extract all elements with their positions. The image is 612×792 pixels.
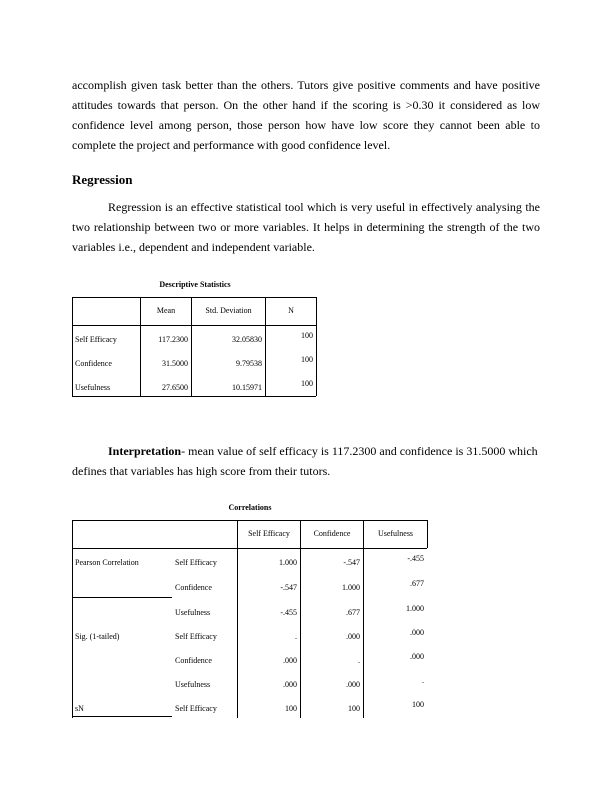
cell-std-deviation: 9.79538 [236,359,262,368]
regression-line-2: two relationship between two or more variables. It helps in determining the strength of the two [72,220,540,234]
row-variable: Self Efficacy [175,632,217,641]
correlations-table-caption: Correlations [228,503,272,512]
significance-value: .000 [283,680,297,689]
cell-n: 100 [301,379,313,388]
column-header-std-deviation: Std. Deviation [205,306,252,315]
intro-line-1: accomplish given task better than the others. Tutors give positive comments and have positive [72,78,540,92]
cell-std-deviation: 10.15971 [232,383,262,392]
regression-heading: Regression [72,172,133,187]
row-variable: Confidence [175,583,212,592]
correlation-value: 1.000 [406,604,424,613]
significance-value: .000 [346,680,360,689]
regression-paragraph [72,197,540,257]
table-rule [427,520,428,548]
significance-value: . [358,656,360,665]
row-variable: Confidence [175,656,212,665]
group-label-n: sN [75,704,84,713]
significance-value: . [422,676,424,685]
row-label: Self Efficacy [75,335,117,344]
row-label: Confidence [75,359,112,368]
correlation-value: .677 [410,579,424,588]
descriptive-table-caption: Descriptive Statistics [159,280,231,289]
correlation-value: 1.000 [342,583,360,592]
correlation-value: -.455 [280,608,297,617]
table-rule [72,716,172,717]
significance-value: .000 [410,652,424,661]
group-label-pearson: Pearson Correlation [75,558,139,567]
row-variable: Usefulness [175,608,211,617]
row-variable: Self Efficacy [175,704,217,713]
interpretation-text: - mean value of self efficacy is 117.2300 and confidence is 31.5000 which [181,444,538,458]
group-label-sig: Sig. (1-tailed) [75,632,120,641]
table-rule [72,396,316,397]
n-value: 100 [412,700,424,709]
regression-line-3: variables i.e., dependent and independent variable. [72,240,315,254]
cell-mean: 27.6500 [162,383,188,392]
intro-line-4: complete the project and performance with good confidence level. [72,138,391,152]
table-rule [72,520,73,718]
column-header-confidence: Confidence [313,529,351,538]
interpretation-label: Interpretation [108,444,182,458]
table-rule [72,297,316,298]
cell-std-deviation: 32.05830 [232,335,262,344]
column-header-usefulness: Usefulness [377,529,414,538]
table-rule [72,548,427,549]
cell-mean: 117.2300 [158,335,188,344]
correlation-value: -.547 [343,558,360,567]
intro-line-3: confidence level among person, those person how have low score they cannot been able to [72,118,540,132]
table-rule [316,297,317,396]
column-header-mean: Mean [156,306,176,315]
intro-line-2: attitudes towards that person. On the other hand if the scoring is >0.30 it considered as low [72,98,540,112]
cell-n: 100 [301,331,313,340]
regression-line-1: Regression is an effective statistical tool which is very useful in effectively analysing the [108,200,540,214]
table-rule [72,325,316,326]
interpretation-line-1 [72,441,540,461]
row-label: Usefulness [75,383,111,392]
n-value: 100 [348,704,360,713]
correlation-value: -.455 [407,554,424,563]
correlation-value: -.547 [280,583,297,592]
table-rule [363,520,364,718]
significance-value: .000 [410,628,424,637]
column-header-self-efficacy: Self Efficacy [248,529,290,538]
table-rule [72,297,73,396]
significance-value: .000 [283,656,297,665]
table-rule [72,520,427,521]
significance-value: .000 [346,632,360,641]
interpretation-line-2: defines that variables has high score from their tutors. [72,464,331,478]
row-variable: Self Efficacy [175,558,217,567]
correlation-value: .677 [346,608,360,617]
interpretation-paragraph [72,441,540,481]
cell-mean: 31.5000 [162,359,188,368]
correlation-value: 1.000 [279,558,297,567]
intro-paragraph [72,75,540,155]
cell-n: 100 [301,355,313,364]
table-rule [72,597,172,598]
significance-value: . [295,632,297,641]
n-value: 100 [285,704,297,713]
row-variable: Usefulness [175,680,211,689]
column-header-n: N [288,306,294,315]
